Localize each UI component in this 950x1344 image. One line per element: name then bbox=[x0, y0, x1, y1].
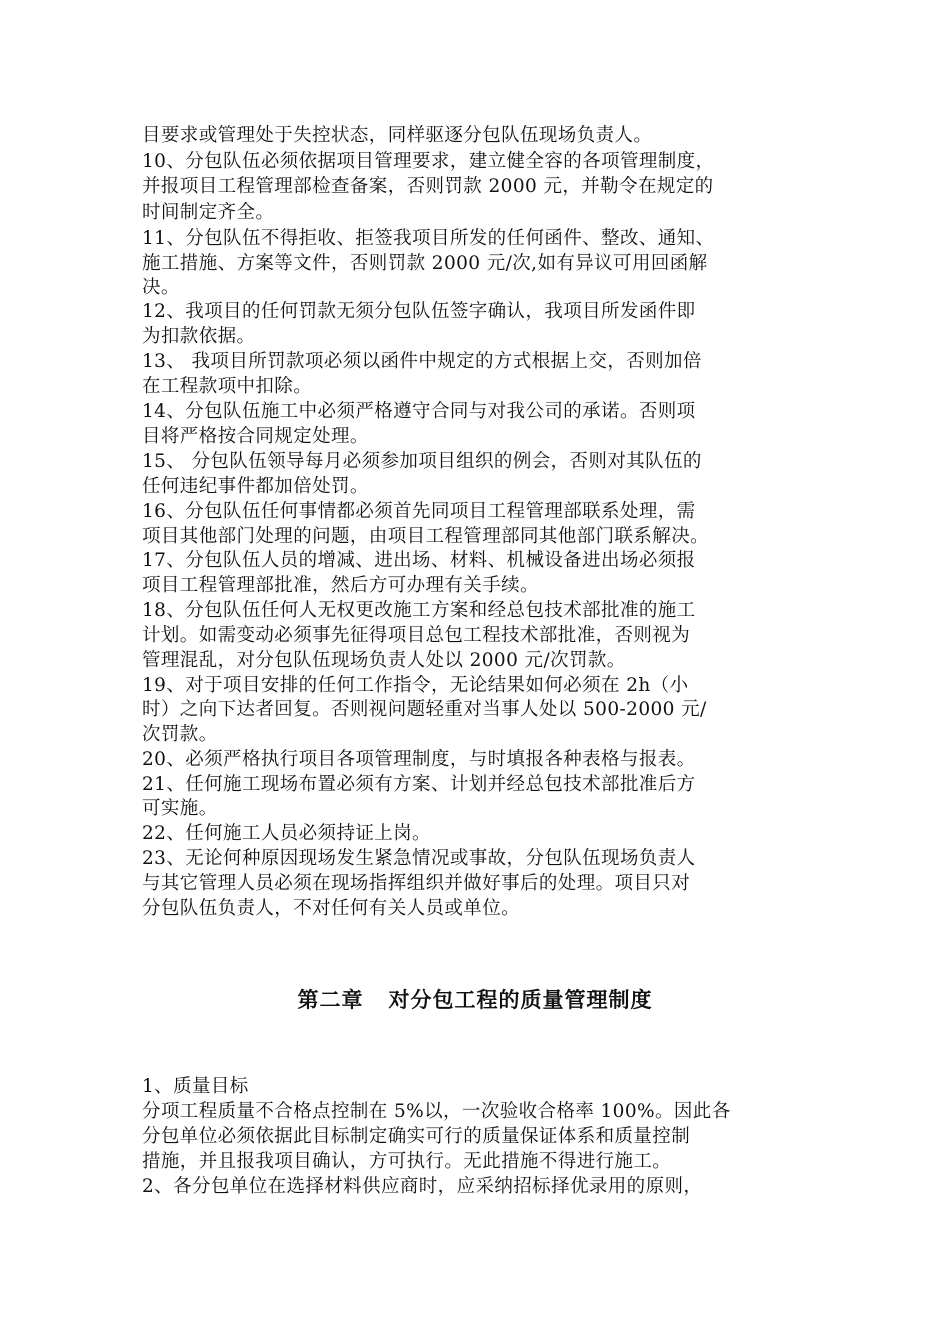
text-line: 2、各分包单位在选择材料供应商时，应采纳招标择优录用的原则， bbox=[142, 1176, 703, 1197]
text-line: 措施，并且报我项目确认，方可执行。无此措施不得进行施工。 bbox=[142, 1151, 672, 1172]
chapter-title: 第二章 对分包工程的质量管理制度 bbox=[297, 988, 653, 1012]
text-line: 在工程款项中扣除。 bbox=[142, 376, 313, 397]
text-line: 17、分包队伍人员的增减、进出场、材料、机械设备进出场必须报 bbox=[142, 550, 696, 571]
text-line: 决。 bbox=[142, 277, 180, 298]
text-line: 14、分包队伍施工中必须严格遵守合同与对我公司的承诺。否则项 bbox=[142, 401, 696, 422]
text-line: 项目其他部门处理的问题，由项目工程管理部同其他部门联系解决。 bbox=[142, 526, 710, 547]
text-line: 时）之向下达者回复。否则视问题轻重对当事人处以 500-2000 元/ bbox=[142, 699, 707, 720]
text-line: 任何违纪事件都加倍处罚。 bbox=[142, 476, 369, 497]
text-line: 时间制定齐全。 bbox=[142, 202, 275, 223]
text-line: 次罚款。 bbox=[142, 724, 218, 745]
text-line: 13、 我项目所罚款项必须以函件中规定的方式根据上交，否则加倍 bbox=[142, 351, 702, 372]
text-line: 16、分包队伍任何事情都必须首先同项目工程管理部联系处理，需 bbox=[142, 501, 696, 522]
text-line: 18、分包队伍任何人无权更改施工方案和经总包技术部批准的施工 bbox=[142, 600, 696, 621]
text-line: 分包单位必须依据此目标制定确实可行的质量保证体系和质量控制 bbox=[142, 1126, 691, 1147]
text-line: 15、 分包队伍领导每月必须参加项目组织的例会，否则对其队伍的 bbox=[142, 451, 702, 472]
text-line: 施工措施、方案等文件，否则罚款 2000 元/次,如有异议可用回函解 bbox=[142, 253, 708, 274]
text-line: 12、我项目的任何罚款无须分包队伍签字确认，我项目所发函件即 bbox=[142, 301, 696, 322]
text-line: 1、质量目标 bbox=[142, 1076, 249, 1097]
text-line: 目将严格按合同规定处理。 bbox=[142, 426, 369, 447]
text-line: 计划。如需变动必须事先征得项目总包工程技术部批准，否则视为 bbox=[142, 625, 691, 646]
text-line: 分包队伍负责人，不对任何有关人员或单位。 bbox=[142, 898, 521, 919]
text-line: 23、无论何种原因现场发生紧急情况或事故，分包队伍现场负责人 bbox=[142, 848, 696, 869]
text-line: 11、分包队伍不得拒收、拒签我项目所发的任何函件、整改、通知、 bbox=[142, 228, 715, 249]
text-line: 20、必须严格执行项目各项管理制度，与时填报各种表格与报表。 bbox=[142, 749, 696, 770]
text-line: 与其它管理人员必须在现场指挥组织并做好事后的处理。项目只对 bbox=[142, 873, 691, 894]
text-line: 管理混乱，对分包队伍现场负责人处以 2000 元/次罚款。 bbox=[142, 650, 626, 671]
text-line: 19、对于项目安排的任何工作指令，无论结果如何必须在 2h（小 bbox=[142, 675, 689, 696]
text-line: 为扣款依据。 bbox=[142, 326, 256, 347]
text-line: 并报项目工程管理部检查备案，否则罚款 2000 元，并勒令在规定的 bbox=[142, 176, 714, 197]
text-line: 项目工程管理部批准，然后方可办理有关手续。 bbox=[142, 575, 539, 596]
text-line: 分项工程质量不合格点控制在 5%以，一次验收合格率 100%。因此各 bbox=[142, 1101, 731, 1122]
text-line: 10、分包队伍必须依据项目管理要求，建立健全容的各项管理制度， bbox=[142, 151, 715, 172]
text-line: 目要求或管理处于失控状态，同样驱逐分包队伍现场负责人。 bbox=[142, 125, 653, 146]
text-line: 可实施。 bbox=[142, 798, 218, 819]
text-line: 21、任何施工现场布置必须有方案、计划并经总包技术部批准后方 bbox=[142, 774, 696, 795]
text-line: 22、任何施工人员必须持证上岗。 bbox=[142, 823, 431, 844]
